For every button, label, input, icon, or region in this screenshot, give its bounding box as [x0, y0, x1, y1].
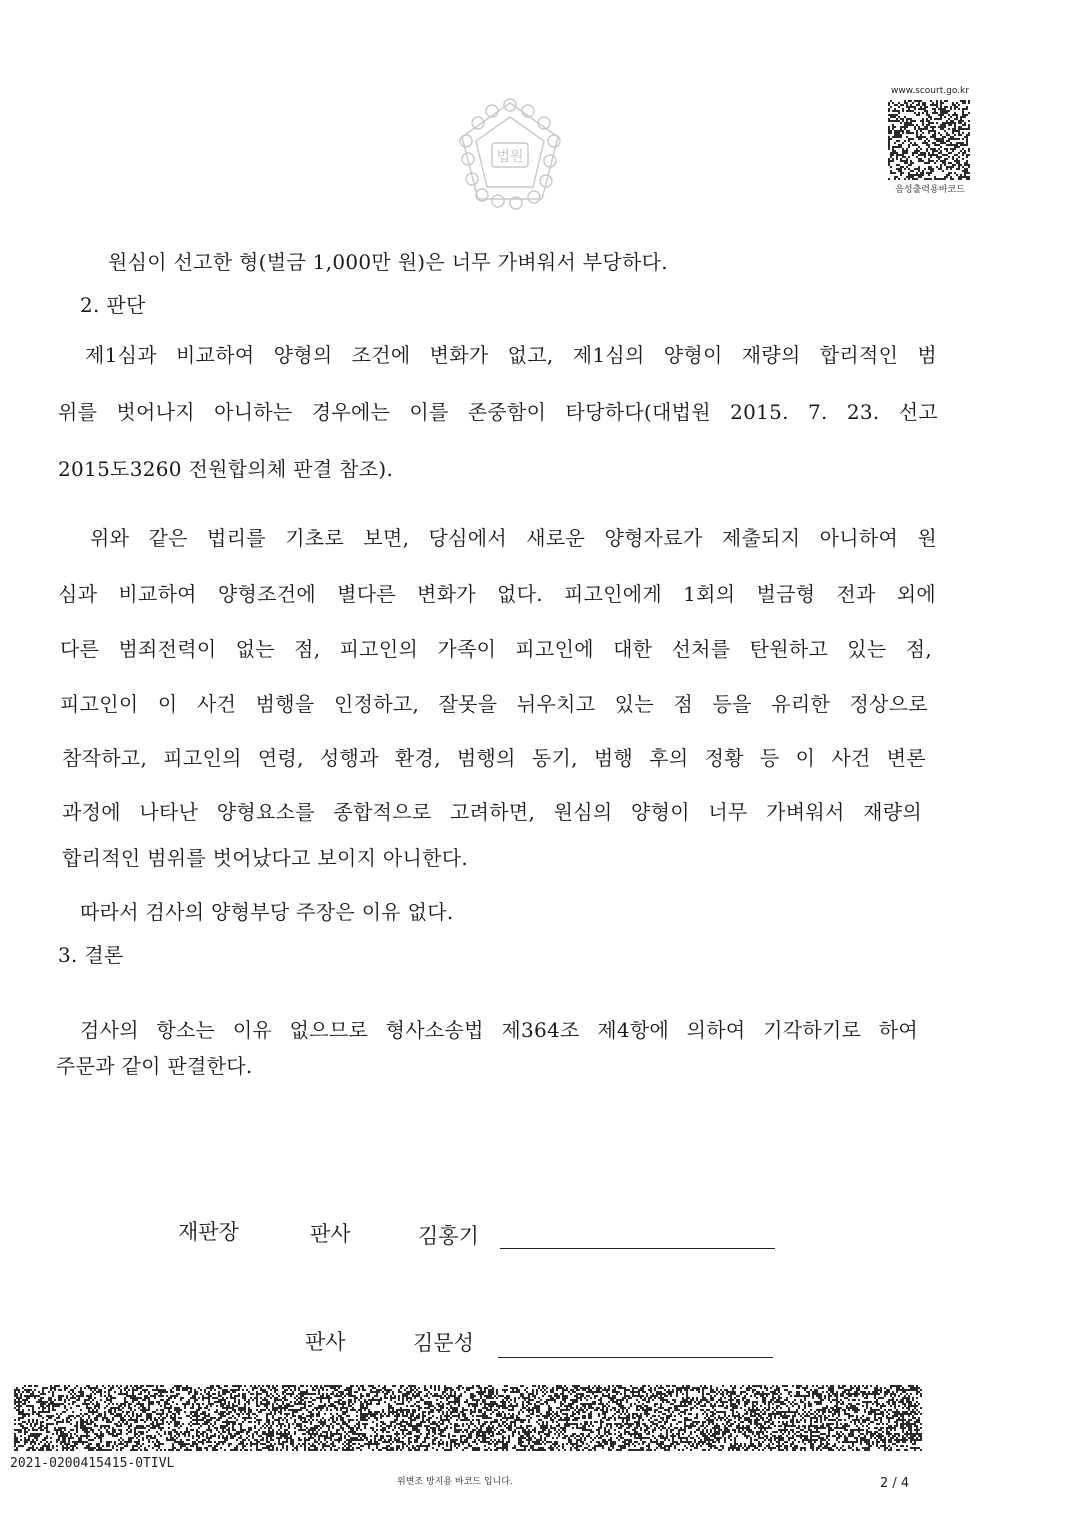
section-heading-conclusion: 3. 결론 [58, 943, 124, 967]
judge-title: 판사 [310, 1222, 351, 1246]
anti-forgery-barcode-icon [14, 1385, 922, 1451]
paragraph-line: 원심이 선고한 형(벌금 1,000만 원)은 너무 가벼워서 부당하다. [108, 250, 668, 274]
paragraph-line: 제1심과 비교하여 양형의 조건에 변화가 없고, 제1심의 양형이 재량의 합리적인 범 [85, 343, 937, 367]
presiding-judge-title: 재판장 [178, 1220, 239, 1244]
qr-barcode-icon [888, 100, 970, 180]
paragraph-line: 따라서 검사의 양형부당 주장은 이유 없다. [80, 900, 454, 924]
paragraph-line: 피고인이 이 사건 범행을 인정하고, 잘못을 뉘우치고 있는 점 등을 유리한 정상으로 [60, 692, 928, 716]
paragraph-line: 다른 범죄전력이 없는 점, 피고인의 가족이 피고인에 대한 선처를 탄원하고 있는 점, [60, 637, 932, 661]
judge-title: 판사 [305, 1330, 346, 1354]
judge-name: 김문성 [413, 1331, 474, 1355]
signature-line [500, 1248, 775, 1249]
signature-line [498, 1357, 773, 1358]
paragraph-line: 주문과 같이 판결한다. [56, 1054, 253, 1078]
paragraph-line: 검사의 항소는 이유 없으므로 형사소송법 제364조 제4항에 의하여 기각하기로 하여 [80, 1018, 918, 1042]
paragraph-line: 심과 비교하여 양형조건에 별다른 변화가 없다. 피고인에게 1회의 벌금형 전과 외에 [58, 582, 936, 606]
voice-barcode-label: 음성출력용바코드 [895, 185, 965, 195]
page-number: 2 / 4 [880, 1476, 910, 1491]
paragraph-line: 2015도3260 전원합의체 판결 참조). [58, 457, 394, 481]
court-url: www.scourt.go.kr [891, 86, 969, 96]
paragraph-line: 위를 벗어나지 아니하는 경우에는 이를 존중함이 타당하다(대법원 2015. 7. 23. 선고 [58, 400, 938, 424]
paragraph-line: 합리적인 범위를 벗어났다고 보이지 아니한다. [62, 846, 469, 870]
seal-text: 법원 [496, 149, 524, 165]
paragraph-line: 참작하고, 피고인의 연령, 성행과 환경, 범행의 동기, 범행 후의 정황 등 이 사건 변론 [62, 746, 926, 770]
court-seal-icon [450, 95, 570, 215]
paragraph-line: 과정에 나타난 양형요소를 종합적으로 고려하면, 원심의 양형이 너무 가벼워서 재량의 [62, 800, 922, 824]
anti-forgery-barcode-label: 위변조 방지용 바코드 입니다. [397, 1477, 513, 1487]
paragraph-line: 위와 같은 법리를 기초로 보면, 당심에서 새로운 양형자료가 제출되지 아니하여 원 [90, 526, 937, 550]
document-id: 2021-0200415415-0TIVL [10, 1456, 175, 1471]
section-heading-judgment: 2. 판단 [80, 293, 146, 317]
judge-name: 김홍기 [418, 1224, 479, 1248]
